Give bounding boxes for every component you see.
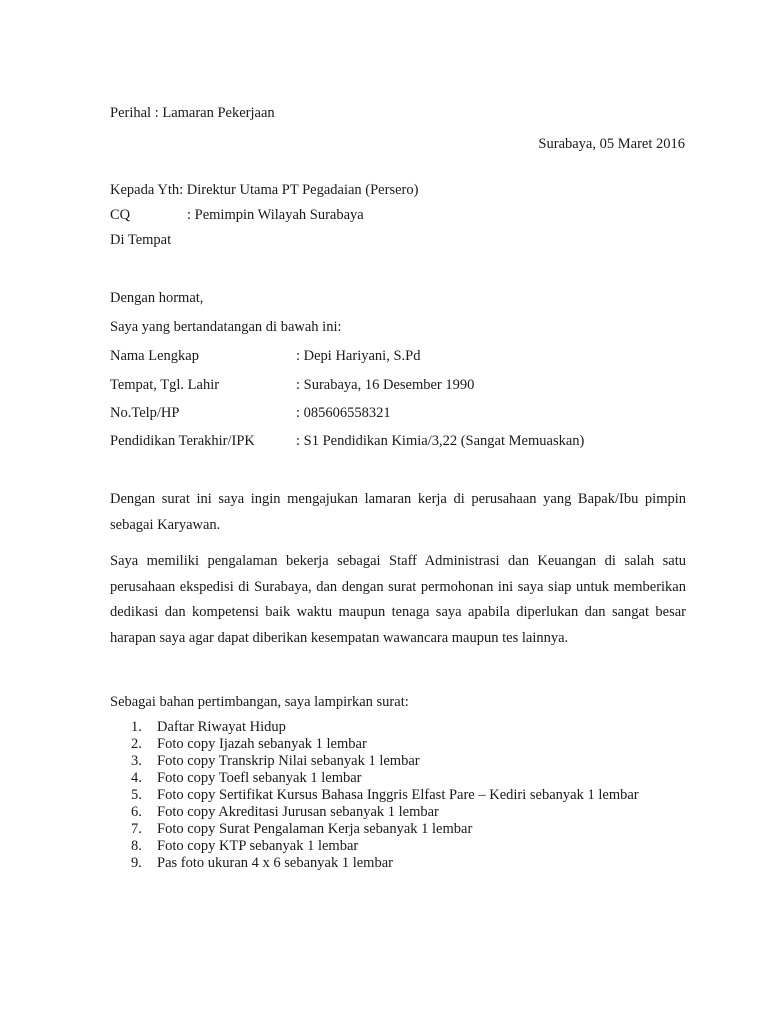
identity-value: : Surabaya, 16 Desember 1990 bbox=[296, 377, 475, 393]
list-item bbox=[110, 821, 639, 838]
list-text: Foto copy Sertifikat Kursus Bahasa Inggris Elfast Pare – Kediri sebanyak 1 lembar bbox=[157, 787, 639, 803]
identity-label: No.Telp/HP bbox=[110, 405, 180, 421]
list-item bbox=[110, 770, 639, 787]
paragraph-experience: Saya memiliki pengalaman bekerja sebagai Staff Administrasi dan Keuangan di salah satu perusahaan ekspedisi di Surabaya, dan dengan surat permohonan ini saya siap untuk memberikan dedikasi dan kompetensi baik waktu maupun tenaga saya apabila diperlukan dan sangat besar harapan saya agar dapat diberikan kesempatan wawancara maupun tes lainnya. bbox=[110, 553, 686, 646]
list-item bbox=[110, 804, 639, 821]
list-number: 3. bbox=[131, 753, 142, 769]
paragraph-application: Dengan surat ini saya ingin mengajukan lamaran kerja di perusahaan yang Bapak/Ibu pimpin sebagai Karyawan. bbox=[110, 491, 686, 533]
identity-value: : Depi Hariyani, S.Pd bbox=[296, 348, 421, 364]
identity-value: : 085606558321 bbox=[296, 405, 391, 421]
list-text: Foto copy Ijazah sebanyak 1 lembar bbox=[157, 736, 367, 752]
list-item bbox=[110, 753, 639, 770]
list-item bbox=[110, 838, 639, 855]
greeting: Dengan hormat, bbox=[110, 290, 204, 306]
identity-value: : S1 Pendidikan Kimia/3,22 (Sangat Memuaskan) bbox=[296, 433, 585, 449]
attachments-intro: Sebagai bahan pertimbangan, saya lampirkan surat: bbox=[110, 694, 409, 710]
list-number: 5. bbox=[131, 787, 142, 803]
list-number: 6. bbox=[131, 804, 142, 820]
list-text: Foto copy KTP sebanyak 1 lembar bbox=[157, 838, 359, 854]
list-item bbox=[110, 787, 639, 804]
list-number: 1. bbox=[131, 719, 142, 735]
list-text: Foto copy Transkrip Nilai sebanyak 1 lembar bbox=[157, 753, 420, 769]
cq-label: CQ bbox=[110, 207, 131, 223]
list-number: 2. bbox=[131, 736, 142, 752]
intro-line: Saya yang bertandatangan di bawah ini: bbox=[110, 319, 342, 335]
list-number: 7. bbox=[131, 821, 142, 837]
place-date: Surabaya, 05 Maret 2016 bbox=[538, 136, 685, 152]
list-text: Pas foto ukuran 4 x 6 sebanyak 1 lembar bbox=[157, 855, 393, 871]
list-number: 4. bbox=[131, 770, 142, 786]
list-number: 8. bbox=[131, 838, 142, 854]
attachments-list bbox=[110, 719, 639, 872]
list-text: Foto copy Surat Pengalaman Kerja sebanyak 1 lembar bbox=[157, 821, 473, 837]
subject-line: Perihal : Lamaran Pekerjaan bbox=[110, 105, 275, 121]
list-number: 9. bbox=[131, 855, 142, 871]
recipient-line: Kepada Yth: Direktur Utama PT Pegadaian (Persero) bbox=[110, 182, 419, 198]
identity-label: Nama Lengkap bbox=[110, 348, 199, 364]
location-line: Di Tempat bbox=[110, 232, 172, 248]
list-item bbox=[110, 736, 639, 753]
identity-label: Pendidikan Terakhir/IPK bbox=[110, 433, 255, 449]
list-text: Foto copy Toefl sebanyak 1 lembar bbox=[157, 770, 362, 786]
list-item bbox=[110, 855, 639, 872]
identity-label: Tempat, Tgl. Lahir bbox=[110, 377, 220, 393]
list-text: Daftar Riwayat Hidup bbox=[157, 719, 286, 735]
list-item bbox=[110, 719, 639, 736]
list-text: Foto copy Akreditasi Jurusan sebanyak 1 lembar bbox=[157, 804, 439, 820]
cq-value: : Pemimpin Wilayah Surabaya bbox=[187, 207, 364, 223]
